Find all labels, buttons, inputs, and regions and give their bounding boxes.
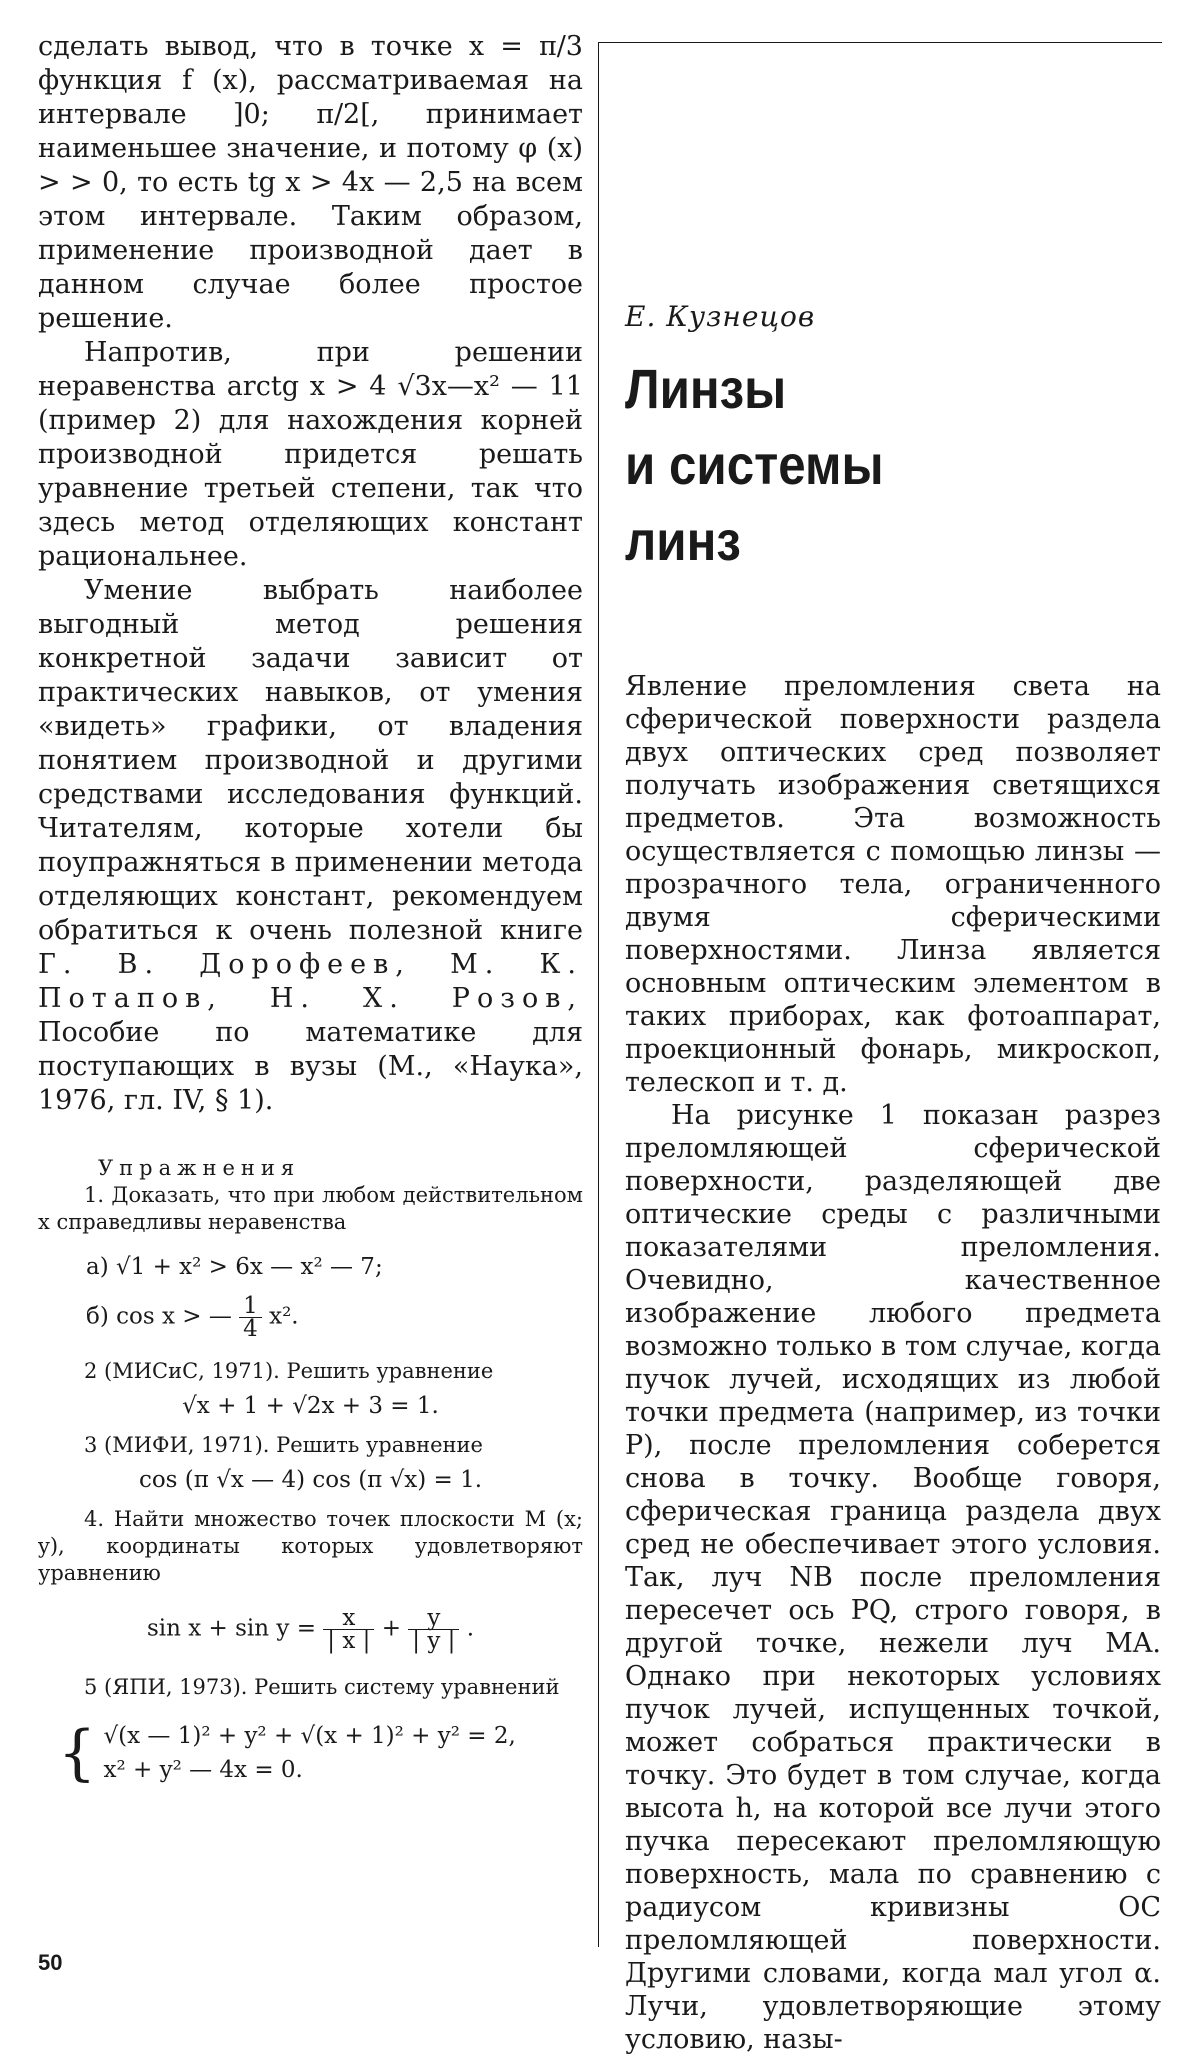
exercise-4-fraction-x — [323, 1607, 374, 1652]
exercise-1b-prefix: б) cos x > — — [86, 1303, 232, 1330]
exercise-2: 2 (МИСиС, 1971). Решить уравнение — [84, 1359, 494, 1383]
exercise-5-system — [58, 1719, 583, 1787]
exercise-5: 5 (ЯПИ, 1973). Решить систему уравнений — [84, 1675, 560, 1699]
left-column — [38, 30, 583, 1787]
exercise-1b-fraction — [239, 1295, 262, 1340]
left-paragraph-3 — [38, 574, 583, 1118]
system-equation-1: √(x — 1)² + y² + √(x + 1)² + y² = 2, — [103, 1723, 516, 1749]
exercise-1b-formula — [86, 1295, 583, 1340]
book-title: Пособие по математике для поступающих в вузы (М., «Наука», 1976, гл. IV, § 1). — [38, 1017, 583, 1116]
exercises-list — [38, 1182, 583, 1787]
exercise-4-num-y: y — [408, 1607, 459, 1630]
exercise-4-suffix: . — [466, 1615, 475, 1642]
book-authors: Г. В. Дорофеев, М. К. Потапов, Н. Х. Розов, — [38, 949, 583, 1014]
exercise-4-plus: + — [381, 1615, 401, 1642]
article-body — [625, 670, 1161, 2056]
exercise-4-prefix: sin x + sin y = — [146, 1615, 316, 1642]
left-paragraph-2: Напротив, при решении неравенства arctg x > 4 √3x—x² — 11 (пример 2) для нахождения корней производной придется решать уравнение третьей степени, так что здесь метод отделяющих констант рациональнее. — [38, 337, 583, 572]
article-paragraph-2: На рисунке 1 показан разрез преломляющей сферической поверхности, разделяющей две оптические среды с различными показателями преломления. Очевидно, качественное изображение любого предмета возможно только в том случае, когда пучок лучей, исходящих из любой точки предмета (например, из точки P), после преломления соберется снова в точку. Вообще говоря, сферическая граница раздела двух сред не обеспечивает этого условия. Так, луч NB после преломления пересечет ось PQ, строго говоря, в другой точке, нежели луч MA. Однако при некоторых условиях пучок лучей, испущенных точкой, может собраться практически в точку. Это будет в том случае, когда высота h, на которой все лучи этого пучка пересекают преломляющую поверхность, мала по сравнению с радиусом кривизны OC преломляющей поверхности. Другими словами, когда мал угол α. Лучи, удовлетворяющие этому условию, назы- — [625, 1100, 1161, 2055]
top-rule-divider — [598, 42, 1162, 43]
exercise-1b-suffix: x². — [269, 1303, 299, 1330]
exercises-heading: Упражнения — [98, 1156, 301, 1180]
exercise-3-formula: cos (π √x — 4) cos (π √x) = 1. — [138, 1467, 483, 1493]
exercise-4: 4. Найти множество точек плоскости M (x; y), координаты которых удовлетворяют уравнению — [38, 1507, 583, 1585]
exercise-1a-formula: а) √1 + x² > 6x — x² — 7; — [86, 1254, 383, 1280]
article-title-line-3: линз — [625, 509, 741, 572]
exercise-4-fraction-y — [408, 1607, 459, 1652]
article-author: Е. Кузнецов — [625, 300, 816, 333]
system-equation-2: x² + y² — 4x = 0. — [103, 1757, 303, 1783]
left-paragraph-1: сделать вывод, что в точке x = π/3 функция f (x), рассматриваемая на интервале ]0; π/2[, принимает наименьшее значение, и потому φ (x) > > 0, то есть tg x > 4x — 2,5 на всем этом интервале. Таким образом, применение производной дает в данном случае более простое решение. — [38, 31, 583, 334]
page-number: 50 — [38, 1950, 63, 1975]
article-title-line-2: и системы — [625, 433, 884, 496]
exercise-1b-denominator: 4 — [243, 1316, 258, 1342]
article-header — [625, 300, 1161, 579]
exercise-4-den-y: | y | — [412, 1628, 456, 1654]
exercise-4-formula — [38, 1607, 583, 1652]
article-title — [625, 351, 1097, 579]
exercise-1b-numerator: 1 — [239, 1295, 262, 1318]
left-paragraph-3-text: Умение выбрать наиболее выгодный метод решения конкретной задачи зависит от практических навыков, от умения «видеть» графики, от владения понятием производной и другими средствами исследования функций. Читателям, которые хотели бы поупражняться в применении метода отделяющих констант, рекомендуем обратиться к очень полезной книге — [38, 575, 583, 946]
article-paragraph-1: Явление преломления света на сферической поверхности раздела двух оптических сред позволяет получать изображения светящихся предметов. Эта возможность осуществляется с помощью линзы — прозрачного тела, ограниченного двумя сферическими поверхностями. Линза является основным оптическим элементом в таких приборах, как фотоаппарат, проекционный фонарь, микроскоп, телескоп и т. д. — [625, 671, 1161, 1098]
column-rule-divider — [598, 42, 599, 1947]
exercise-4-den-x: | x | — [327, 1628, 371, 1654]
exercise-2-formula: √x + 1 + √2x + 3 = 1. — [182, 1393, 439, 1419]
exercise-3: 3 (МИФИ, 1971). Решить уравнение — [84, 1433, 483, 1457]
system-equations — [104, 1719, 516, 1787]
system-brace-icon: { — [58, 1718, 97, 1788]
article-title-line-1: Линзы — [625, 357, 787, 420]
exercise-4-num-x: x — [323, 1607, 374, 1630]
exercise-1: 1. Доказать, что при любом действительном x справедливы неравенства — [38, 1183, 583, 1234]
